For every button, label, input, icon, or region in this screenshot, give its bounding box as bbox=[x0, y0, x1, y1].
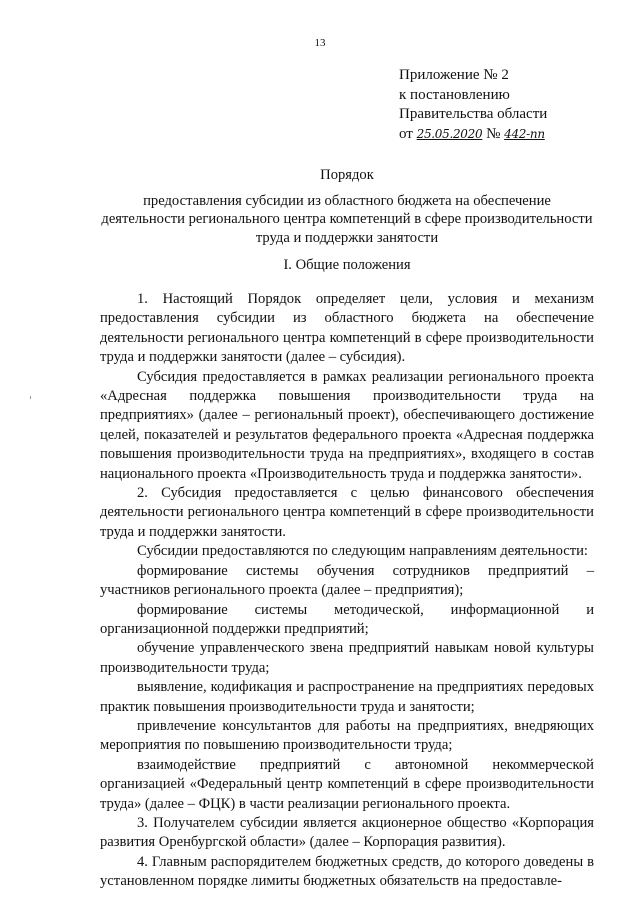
annex-date-value: 25.05.2020 bbox=[416, 126, 483, 141]
annex-line-2: к постановлению bbox=[399, 86, 510, 103]
annex-number-sign: № bbox=[486, 125, 501, 142]
paragraph: формирование системы обучения сотрудников предприятий – участников регионального проекта (далее – предприятия); bbox=[100, 562, 594, 599]
annex-date-line bbox=[399, 125, 619, 145]
paragraph: 3. Получателем субсидии является акционерное общество «Корпорация развития Оренбургской области» (далее – Корпорация развития). bbox=[100, 814, 594, 851]
page-number: 13 bbox=[314, 37, 326, 49]
annex-block bbox=[399, 66, 619, 144]
paragraph: привлечение консультантов для работы на предприятиях, внедряющих мероприятия по повышению производительности труда; bbox=[100, 717, 594, 754]
paragraph: 4. Главным распорядителем бюджетных средств, до которого доведены в установленном порядке лимиты бюджетных обязательств на предоставле- bbox=[100, 853, 594, 890]
paragraph: обучение управленческого звена предприятий навыкам новой культуры производительности труда; bbox=[100, 640, 594, 676]
annex-number-value: 442-пп bbox=[504, 126, 545, 141]
paragraph: 1. Настоящий Порядок определяет цели, условия и механизм предоставления субсидии из областного бюджета на обеспечение деятельности регионального центра компетенций в сфере производительности труда и поддержки занятости (далее – субсидия). bbox=[100, 291, 594, 366]
paragraph: взаимодействие предприятий с автономной некоммерческой организацией «Федеральный центр компетенций в сфере производительности труда» (далее – ФЦК) в части реализации регионального проекта. bbox=[100, 756, 594, 812]
title-line-1: Порядок bbox=[320, 167, 374, 183]
document-body bbox=[100, 290, 594, 892]
title-line-2: предоставления субсидии из областного бюджета на обеспечение деятельности регионального центра компетенций в сфере производительности труда и поддержки занятости bbox=[101, 192, 593, 246]
paragraph: Субсидии предоставляются по следующим направлениям деятельности: bbox=[137, 543, 588, 560]
paragraph: формирование системы методической, информационной и организационной поддержки предприятий; bbox=[100, 601, 594, 637]
paragraph: выявление, кодификация и распространение на предприятиях передовых практик повышения производительности труда и занятости; bbox=[100, 679, 594, 715]
paragraph: 2. Субсидия предоставляется с целью финансового обеспечения деятельности регионального центра компетенций в сфере производительности труда и поддержки занятости. bbox=[100, 485, 594, 540]
annex-line-1: Приложение № 2 bbox=[399, 67, 509, 83]
annex-line-3: Правительства области bbox=[399, 106, 548, 122]
annex-date-prefix: от bbox=[399, 125, 413, 142]
paragraph: Субсидия предоставляется в рамках реализации регионального проекта «Адресная поддержка повышения производительности труда на предприятиях» (далее – региональный проект), обеспечивающего достижение целей, показателей и результатов федерального проекта «Адресная поддержка повышения производительности труда на предприятиях», входящего в состав национального проекта «Производительность труда и поддержка занятости». bbox=[100, 368, 594, 482]
section-heading: I. Общие положения bbox=[283, 257, 411, 273]
document-title bbox=[100, 166, 594, 247]
margin-mark bbox=[30, 396, 31, 399]
